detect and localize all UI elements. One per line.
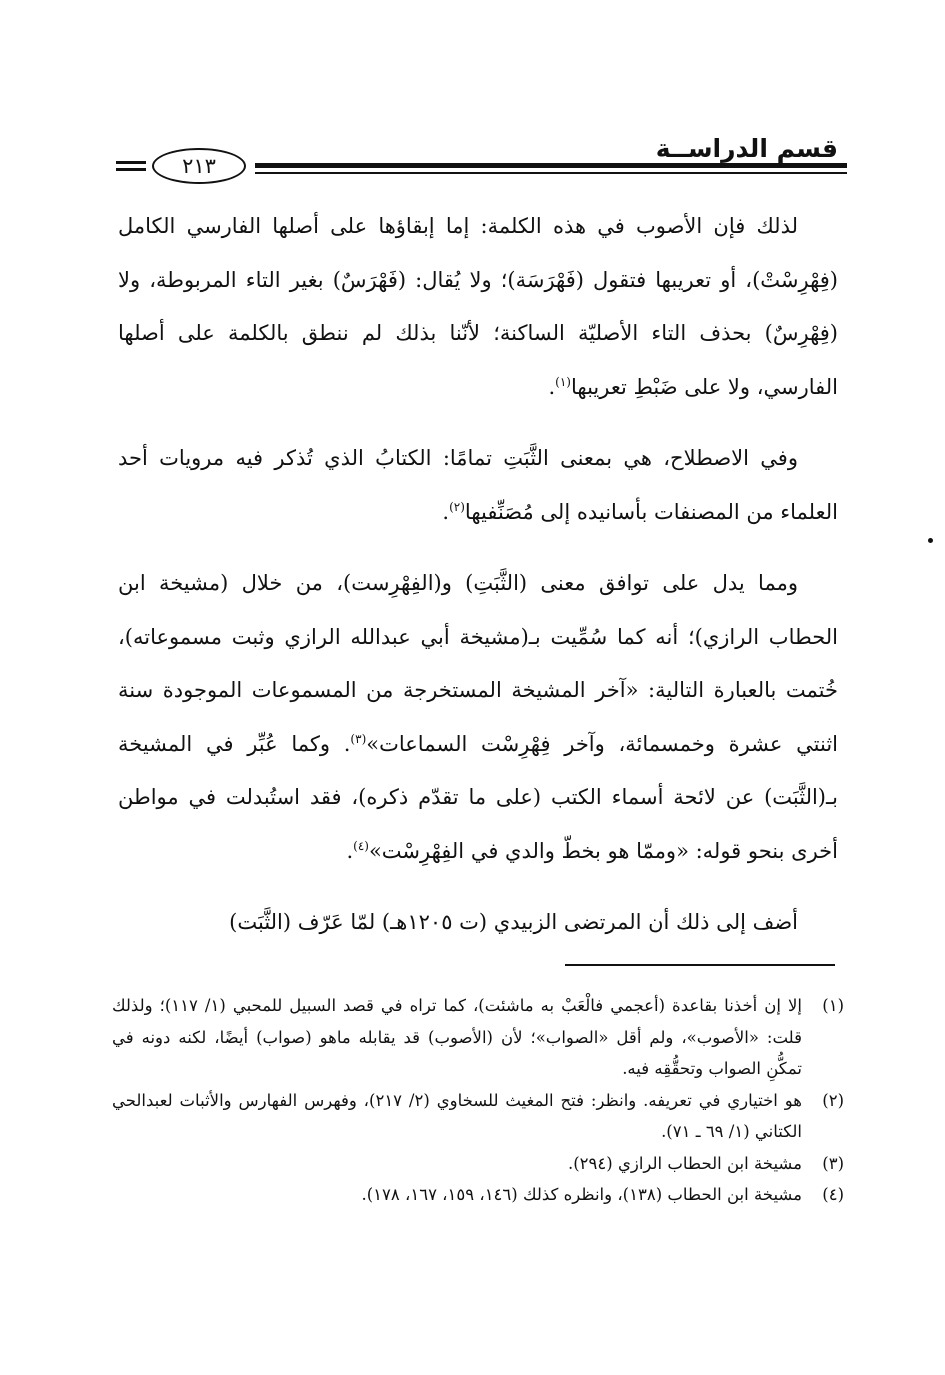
paragraph-text: لذلك فإن الأصوب في هذه الكلمة: إما إبقاؤها على أصلها الفارسي الكامل (فِهْرِسْتْ)، أو تعريبها فتقول (فَهْرَسَة)؛ ولا يُقال: (فَهْرَسٌ) بغير التاء المربوطة، ولا (فِهْرِسٌ) بحذف التاء الأصليّة الساكنة؛ لأنّنا بذلك لم ننطق بالكلمة على أصلها الفارسي، ولا على ضَبْطِ تعريبها (118, 214, 838, 399)
header-rule-left-upper (116, 161, 146, 164)
footnotes (112, 990, 844, 1211)
paragraph-tail: . (442, 499, 450, 524)
footnote (112, 990, 844, 1085)
running-head: قسم الدراســة (655, 134, 838, 163)
paragraph (118, 200, 838, 414)
footnote (112, 1085, 844, 1148)
footnote-text: مشيخة ابن الحطاب (١٣٨)، وانظره كذلك (١٤٦، ١٥٩، ١٦٧، ١٧٨). (361, 1185, 802, 1204)
paragraph (118, 432, 838, 539)
paragraph-tail: . (346, 838, 354, 863)
footnote-ref: (٣) (350, 731, 367, 746)
footnote-text: مشيخة ابن الحطاب الرازي (٢٩٤). (567, 1153, 802, 1173)
footnote-number: (١) (822, 996, 844, 1015)
paragraph-text: أضف إلى ذلك أن المرتضى الزبيدي (ت ١٢٠٥هـ) لمّا عَرّف (الثَّبَت) (229, 910, 798, 934)
paragraph-tail: . (548, 374, 556, 399)
footnote-text: هو اختياري في تعريفه. وانظر: فتح المغيث للسخاوي (٢/ ٢١٧)، وفهرس الفهارس والأثبات لعبدالحي الكتاني (١/ ٦٩ ـ ٧١). (112, 1090, 803, 1141)
footnote-ref: (١) (555, 374, 571, 389)
footnote-number: (٣) (822, 1153, 844, 1173)
margin-mark (928, 538, 933, 543)
header-rule-left-lower (116, 168, 146, 171)
footnote-number: (٢) (822, 1090, 844, 1110)
page-number-frame (152, 148, 246, 184)
header-rule-thick (255, 163, 847, 168)
paragraph-text: وفي الاصطلاح، هي بمعنى الثَّبَتِ تمامًا: الكتابُ الذي تُذكر فيه مرويات أحد العلماء من المصنفات بأسانيده إلى مُصَنِّفيها (118, 446, 838, 524)
footnote-number: (٤) (822, 1185, 844, 1204)
paragraph-text-continued: . وكما عُبِّر في المشيخة بـ(الثَّبَت) عن لائحة أسماء الكتب (على ما تقدّم ذكره)، فقد استُبدلت في مواطن أخرى بنحو قوله: «وممّا هو بخطّ والدي في الفِهْرِسْت» (118, 731, 838, 863)
main-text (118, 200, 838, 950)
page-number: ٢١٣ (182, 154, 216, 178)
footnote (112, 1148, 844, 1180)
footnote-ref: (٢) (449, 499, 465, 514)
paragraph (118, 896, 838, 950)
footnote-separator (565, 964, 835, 966)
footnote-text: إلا إن أخذنا بقاعدة (أعجمي فالْعَبْ به ماشئت)، كما تراه في قصد السبيل للمحبي (١/ ١١٧)؛ ولذلك قلت: «الأصوب»، ولم أقل «الصواب»؛ لأن (الأصوب) قد يقابله ماهو (صواب) أيضًا، لكنه دونه في تمكُّنِ الصواب وتحقُّقِه فيه. (112, 996, 802, 1078)
footnote (112, 1179, 844, 1211)
paragraph (118, 557, 838, 878)
header-rule-thin (255, 172, 847, 174)
paragraph-text: ومما يدل على توافق معنى (الثَّبَتِ) و(الفِهْرِست)، من خلال (مشيخة ابن الحطاب الرازي)؛ أنه كما سُمِّيت بـ(مشيخة أبي عبدالله الرازي وثبت مسموعاته)، خُتمت بالعبارة التالية: «آخر المشيخة المستخرجة من المسموعات الموجودة سنة اثنتي عشرة وخمسمائة، وآخر فِهْرِسْت السماعات» (118, 571, 839, 756)
footnote-ref: (٤) (353, 838, 369, 853)
